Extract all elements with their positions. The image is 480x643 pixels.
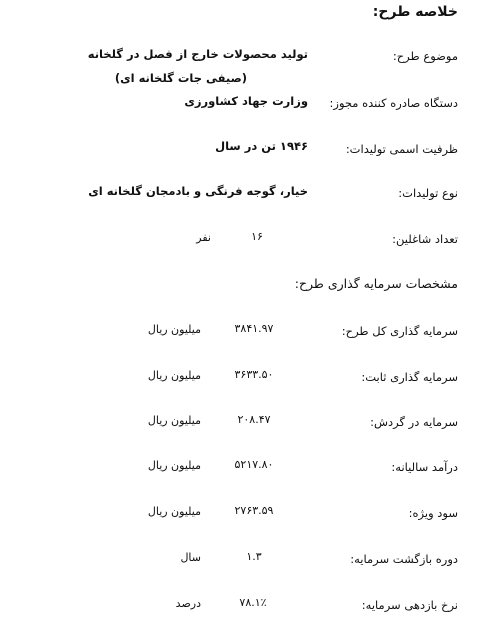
subject-value-line1: تولید محصولات خارج از فصل در گلخانه xyxy=(87,47,308,61)
row-label: درآمد سالیانه: xyxy=(391,460,458,474)
capacity-label: ظرفیت اسمی تولیدات: xyxy=(345,142,458,156)
row-unit: میلیون ریال xyxy=(147,369,201,382)
products-label: نوع تولیدات: xyxy=(398,186,458,200)
row-value: ۵۲۱۷.۸۰ xyxy=(234,458,274,471)
subject-label: موضوع طرح: xyxy=(392,49,458,63)
page-title: خلاصه طرح: xyxy=(372,4,458,20)
issuer-value: وزارت جهاد کشاورزی xyxy=(184,94,308,108)
row-unit: میلیون ریال xyxy=(147,505,201,518)
issuer-label: دستگاه صادره کننده مجوز: xyxy=(329,96,458,110)
row-unit: میلیون ریال xyxy=(147,459,201,472)
row-value: ۱.۳ xyxy=(246,550,262,563)
row-value: ۲۷۶۳.۵۹ xyxy=(234,504,274,517)
products-value: خیار، گوجه فرنگی و بادمجان گلخانه ای xyxy=(88,184,308,198)
row-unit: میلیون ریال xyxy=(147,323,201,336)
investment-heading: مشخصات سرمایه گذاری طرح: xyxy=(294,276,458,291)
row-label: نرخ بازدهی سرمایه: xyxy=(361,598,458,612)
row-value: ۲۰۸.۴۷ xyxy=(237,413,271,426)
row-unit: درصد xyxy=(175,597,201,610)
row-label: سود ویژه: xyxy=(408,506,458,520)
row-label: سرمایه در گردش: xyxy=(370,415,458,429)
employees-label: تعداد شاغلین: xyxy=(392,232,458,246)
capacity-value: ۱۹۴۶ تن در سال xyxy=(215,139,308,153)
row-value: ۳۸۴۱.۹۷ xyxy=(234,322,274,335)
row-label: سرمایه گذاری ثابت: xyxy=(361,370,458,384)
row-value: ۳۶۳۳.۵۰ xyxy=(234,368,274,381)
row-unit: میلیون ریال xyxy=(147,414,201,427)
employees-unit: نفر xyxy=(196,231,211,244)
row-label: سرمایه گذاری کل طرح: xyxy=(341,324,458,338)
row-unit: سال xyxy=(180,551,201,564)
subject-value-line2: (صیفی جات گلخانه ای) xyxy=(114,71,247,85)
row-value: ۷۸.۱٪ xyxy=(239,596,267,609)
row-label: دوره بازگشت سرمایه: xyxy=(350,552,458,566)
employees-value: ۱۶ xyxy=(251,230,263,243)
